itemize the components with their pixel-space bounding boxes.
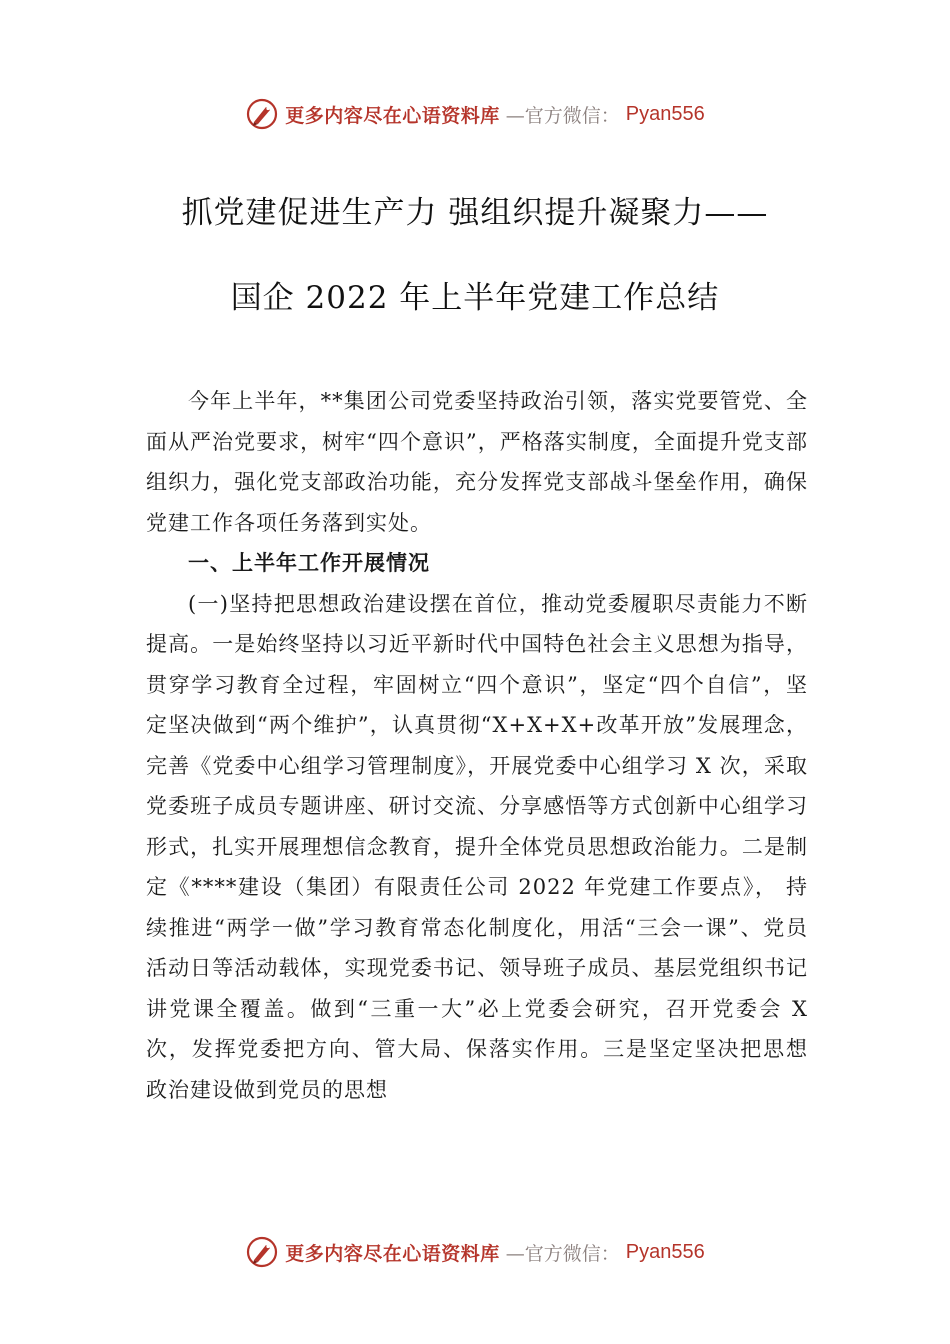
pen-nib-logo-icon: [245, 97, 279, 131]
banner-separator-text: —官方微信：: [505, 1242, 620, 1265]
banner-wechat-id: Pyan556: [625, 102, 705, 125]
section1-paragraph: (一)坚持把思想政治建设摆在首位，推动党委履职尽责能力不断提高。一是始终坚持以习近平新时代中国特色社会主义思想为指导，贯穿学习教育全过程，牢固树立“四个意识”，坚定“四个自信”，坚定坚决做到“两个维护”，认真贯彻“X+X+X+改革开放”发展理念，完善《党委中心组学习管理制度》，开展党委中心组学习 X 次，采取党委班子成员专题讲座、研讨交流、分享感悟等方式创新中心组学习形式，扎实开展理想信念教育，提升全体党员思想政治能力。二是制定《****建设（集团）有限责任公司 2022 年党建工作要点》， 持续推进“两学一做”学习教育常态化制度化，用活“三会一课”、党员活动日等活动载体，实现党委书记、领导班子成员、基层党组织书记讲党课全覆盖。做到“三重一大”必上党委会研究，召开党委会 X 次，发挥党委把方向、管大局、保落实作用。三是坚定坚决把思想 政治建设做到党员的思想: [146, 591, 808, 1102]
document-title-line1: 抓党建促进生产力 强组织提升凝聚力——: [181, 195, 769, 231]
section1-heading: 一、上半年工作开展情况: [188, 551, 430, 575]
footer-banner: [0, 1232, 950, 1272]
banner-wechat-id: Pyan556: [625, 1240, 705, 1263]
banner-brand-text: 更多内容尽在心语资料库: [285, 1242, 500, 1265]
banner-brand-text: 更多内容尽在心语资料库: [285, 104, 500, 127]
banner-separator-text: —官方微信：: [505, 104, 620, 127]
header-banner: [0, 94, 950, 134]
document-title-line2: 国企 2022 年上半年党建工作总结: [230, 280, 720, 316]
pen-nib-logo-icon: [245, 1235, 279, 1269]
document-body: [146, 381, 808, 1110]
intro-paragraph: 今年上半年，**集团公司党委坚持政治引领，落实党要管党、全面从严治党要求，树牢“四个意识”，严格落实制度，全面提升党支部组织力，强化党支部政治功能，充分发挥党支部战斗堡垒作用，确保党建工作各项任务落到实处。: [146, 389, 808, 535]
